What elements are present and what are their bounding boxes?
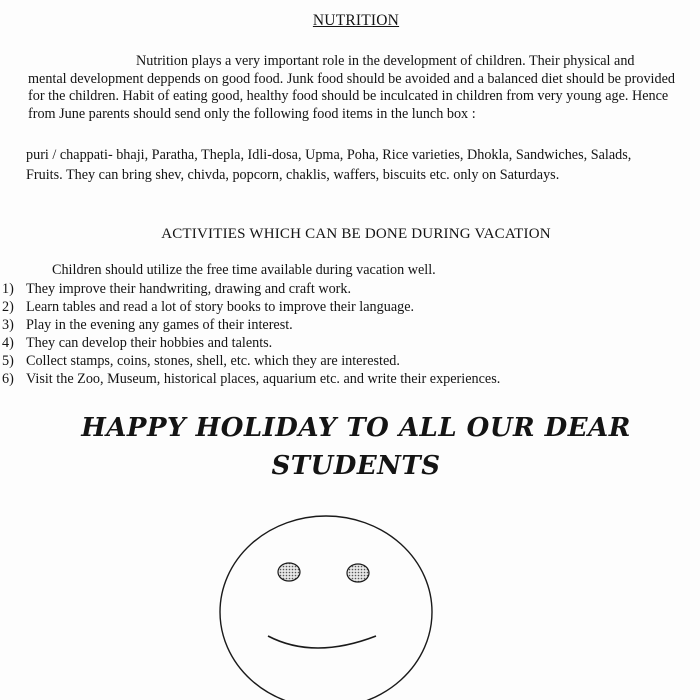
smiley-face-outline (220, 516, 432, 700)
list-item (2, 334, 500, 352)
list-item (2, 370, 500, 388)
list-item (2, 316, 500, 334)
holiday-greeting-line2: STUDENTS (271, 451, 441, 481)
list-text: Collect stamps, coins, stones, shell, etc. which they are interested. (26, 353, 400, 370)
smile-mouth-icon (268, 636, 376, 648)
activities-intro: Children should utilize the free time available during vacation well. (52, 262, 436, 278)
nutrition-paragraph: Nutrition plays a very important role in the development of children. Their physical and mental development deppends on good food. Junk food should be avoided and a balanced diet should be provided for the children. Habit of eating good, healthy food should be inculcated in children from very young age. Hence from June parents should send only the following food items in the lunch box : (28, 53, 675, 122)
list-text: Play in the evening any games of their interest. (26, 317, 293, 334)
list-text: Visit the Zoo, Museum, historical places, aquarium etc. and write their experiences. (26, 371, 501, 388)
list-item (2, 352, 500, 370)
list-item (2, 280, 500, 298)
document-title: NUTRITION (312, 12, 400, 29)
holiday-greeting-line1: HAPPY HOLIDAY TO ALL OUR DEAR (81, 413, 631, 443)
list-number: 5) (2, 353, 14, 370)
list-number: 3) (2, 317, 14, 334)
list-number: 4) (2, 335, 14, 352)
activities-list (2, 280, 500, 389)
list-item (2, 298, 500, 316)
list-number: 6) (2, 371, 14, 388)
left-eye-icon (278, 563, 300, 581)
activities-heading: ACTIVITIES WHICH CAN BE DONE DURING VACATION (161, 226, 551, 242)
list-text: Learn tables and read a lot of story books to improve their language. (26, 299, 415, 316)
food-items-paragraph: puri / chappati- bhaji, Paratha, Thepla, Idli-dosa, Upma, Poha, Rice varieties, Dhokla, Sandwiches, Salads, Fruits. They can bring shev, chivda, popcorn, chaklis, waffers, biscuits etc. only on Saturdays. (26, 147, 632, 183)
list-text: They improve their handwriting, drawing and craft work. (26, 281, 352, 297)
smiley-face-icon (216, 508, 436, 700)
list-text: They can develop their hobbies and talents. (26, 335, 273, 352)
list-number: 2) (2, 299, 14, 316)
right-eye-icon (347, 564, 369, 582)
list-number: 1) (2, 281, 14, 297)
